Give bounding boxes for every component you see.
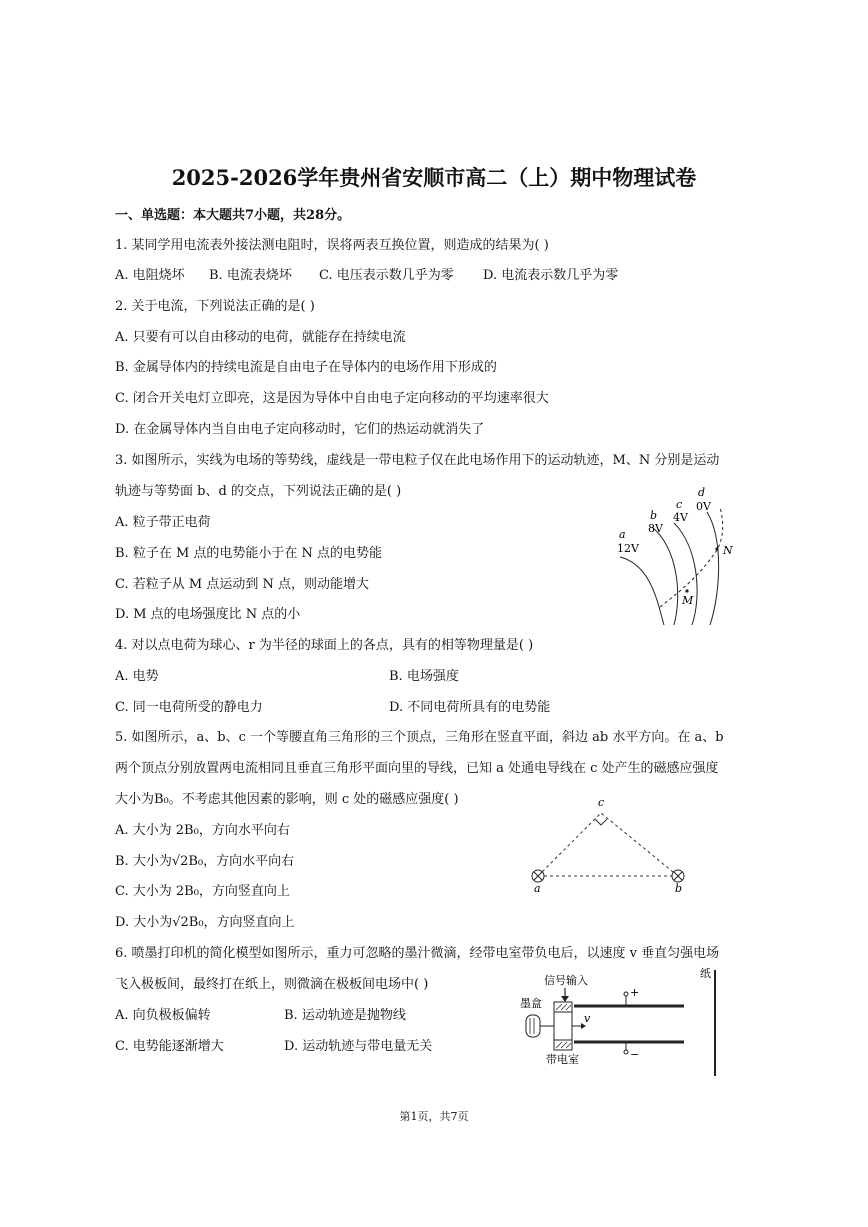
label-charging-chamber: 带电室	[546, 1053, 579, 1066]
triangle-side-bc	[601, 813, 678, 876]
right-angle-mark	[595, 819, 607, 825]
label-m: M	[682, 594, 694, 607]
q2-option-d: D. 在金属导体内当自由电子定向移动时，它们的热运动就消失了	[115, 422, 485, 437]
q3-option-c: C. 若粒子从 M 点运动到 N 点，则动能增大	[115, 577, 369, 592]
question-2-stem: 2. 关于电流，下列说法正确的是( )	[115, 299, 315, 314]
label-12v: 12V	[617, 542, 639, 555]
q2-option-b: B. 金属导体内的持续电流是自由电子在导体内的电场作用下形成的	[115, 360, 497, 375]
ink-box-shape	[526, 1015, 540, 1037]
q4-option-d: D. 不同电荷所具有的电势能	[389, 700, 551, 715]
question-6-stem-line2: 飞入极板间，最终打在纸上，则微滴在极板间电场中( )	[115, 977, 429, 992]
q6-option-a: A. 向负极板偏转	[115, 1008, 211, 1023]
q1-option-c: C. 电压表示数几乎为零	[319, 268, 454, 283]
wire-a-into-page-icon	[532, 870, 544, 882]
label-b: b	[675, 882, 683, 895]
q6-option-b: B. 运动轨迹是抛物线	[284, 1008, 406, 1023]
q5-option-d: D. 大小为√2B₀，方向竖直向上	[115, 915, 295, 930]
q5-option-c: C. 大小为 2B₀，方向竖直向上	[115, 884, 290, 899]
label-ink-box: 墨盒	[520, 997, 542, 1010]
label-b: b	[650, 509, 658, 522]
triangle-side-ac	[538, 813, 601, 876]
q3-option-b: B. 粒子在 M 点的电势能小于在 N 点的电势能	[115, 546, 383, 561]
section-heading: 一、单选题：本大题共7小题，共28分。	[115, 208, 351, 223]
equipotential-line-d	[707, 512, 719, 625]
q4-option-b: B. 电场强度	[389, 669, 459, 684]
point-m-dot	[685, 589, 688, 592]
wire-b-into-page-icon	[672, 870, 684, 882]
equipotential-figure	[612, 485, 742, 625]
label-c: c	[676, 498, 683, 511]
question-5-stem-line2: 两个顶点分别放置两电流相同且垂直三角形平面向里的导线，已知 a 处通电导线在 c 处产生的磁感应强度	[115, 761, 719, 776]
label-a: a	[534, 882, 541, 895]
label-c: c	[598, 796, 605, 809]
label-n: N	[723, 544, 733, 557]
question-4-stem: 4. 对以点电荷为球心、r 为半径的球面上的各点，具有的相等物理量是( )	[115, 638, 534, 653]
label-minus: −	[630, 1048, 640, 1061]
label-signal-input: 信号输入	[544, 974, 588, 987]
q2-option-a: A. 只要有可以自由移动的电荷，就能存在持续电流	[115, 330, 406, 345]
page-title: 2025-2026学年贵州省安顺市高二（上）期中物理试卷	[171, 165, 697, 190]
q1-option-d: D. 电流表示数几乎为零	[483, 268, 619, 283]
signal-arrow-head	[561, 996, 569, 1002]
q4-option-c: C. 同一电荷所受的静电力	[115, 700, 263, 715]
q6-option-d: D. 运动轨迹与带电量无关	[284, 1039, 433, 1054]
label-velocity: v	[584, 1012, 591, 1025]
q4-option-a: A. 电势	[115, 669, 159, 684]
label-d: d	[698, 486, 706, 499]
question-3-stem-line1: 3. 如图所示，实线为电场的等势线，虚线是一带电粒子仅在此电场作用下的运动轨迹，M、N 分别是运动	[115, 453, 720, 468]
label-paper: 纸	[700, 967, 711, 980]
q5-option-a: A. 大小为 2B₀，方向水平向右	[115, 823, 290, 838]
label-plus: +	[630, 986, 640, 999]
q2-option-c: C. 闭合开关电灯立即亮，这是因为导体中自由电子定向移动的平均速率很大	[115, 391, 549, 406]
triangle-figure	[525, 790, 695, 895]
label-4v: 4V	[673, 511, 688, 524]
q3-option-a: A. 粒子带正电荷	[115, 515, 211, 530]
q1-option-a: A. 电阻烧坏	[115, 268, 185, 283]
equipotential-line-a	[620, 557, 664, 625]
question-3-stem-line2: 轨迹与等势面 b、d 的交点，下列说法正确的是( )	[115, 484, 402, 499]
inkjet-printer-figure	[510, 960, 730, 1080]
q5-option-b: B. 大小为√2B₀，方向水平向右	[115, 854, 295, 869]
page-footer: 第1页，共7页	[399, 1110, 469, 1123]
label-a: a	[619, 528, 626, 541]
equipotential-line-b	[652, 527, 678, 625]
point-n-dot	[715, 547, 718, 550]
particle-trajectory	[660, 507, 723, 607]
q6-option-c: C. 电势能逐渐增大	[115, 1039, 224, 1054]
q3-option-d: D. M 点的电场强度比 N 点的小	[115, 607, 301, 622]
label-8v: 8V	[648, 522, 663, 535]
label-0v: 0V	[696, 500, 711, 513]
question-5-stem-line1: 5. 如图所示，a、b、c 一个等腰直角三角形的三个顶点，三角形在竖直平面，斜边 ab 水平方向。在 a、b	[115, 730, 724, 745]
question-6-stem-line1: 6. 喷墨打印机的简化模型如图所示，重力可忽略的墨汁微滴，经带电室带负电后，以速度 v 垂直匀强电场	[115, 946, 720, 961]
question-1-stem: 1. 某同学用电流表外接法测电阻时，误将两表互换位置，则造成的结果为( )	[115, 238, 549, 253]
q1-option-b: B. 电流表烧坏	[209, 268, 292, 283]
question-5-stem-line3: 大小为B₀。不考虑其他因素的影响，则 c 处的磁感应强度( )	[115, 792, 459, 807]
